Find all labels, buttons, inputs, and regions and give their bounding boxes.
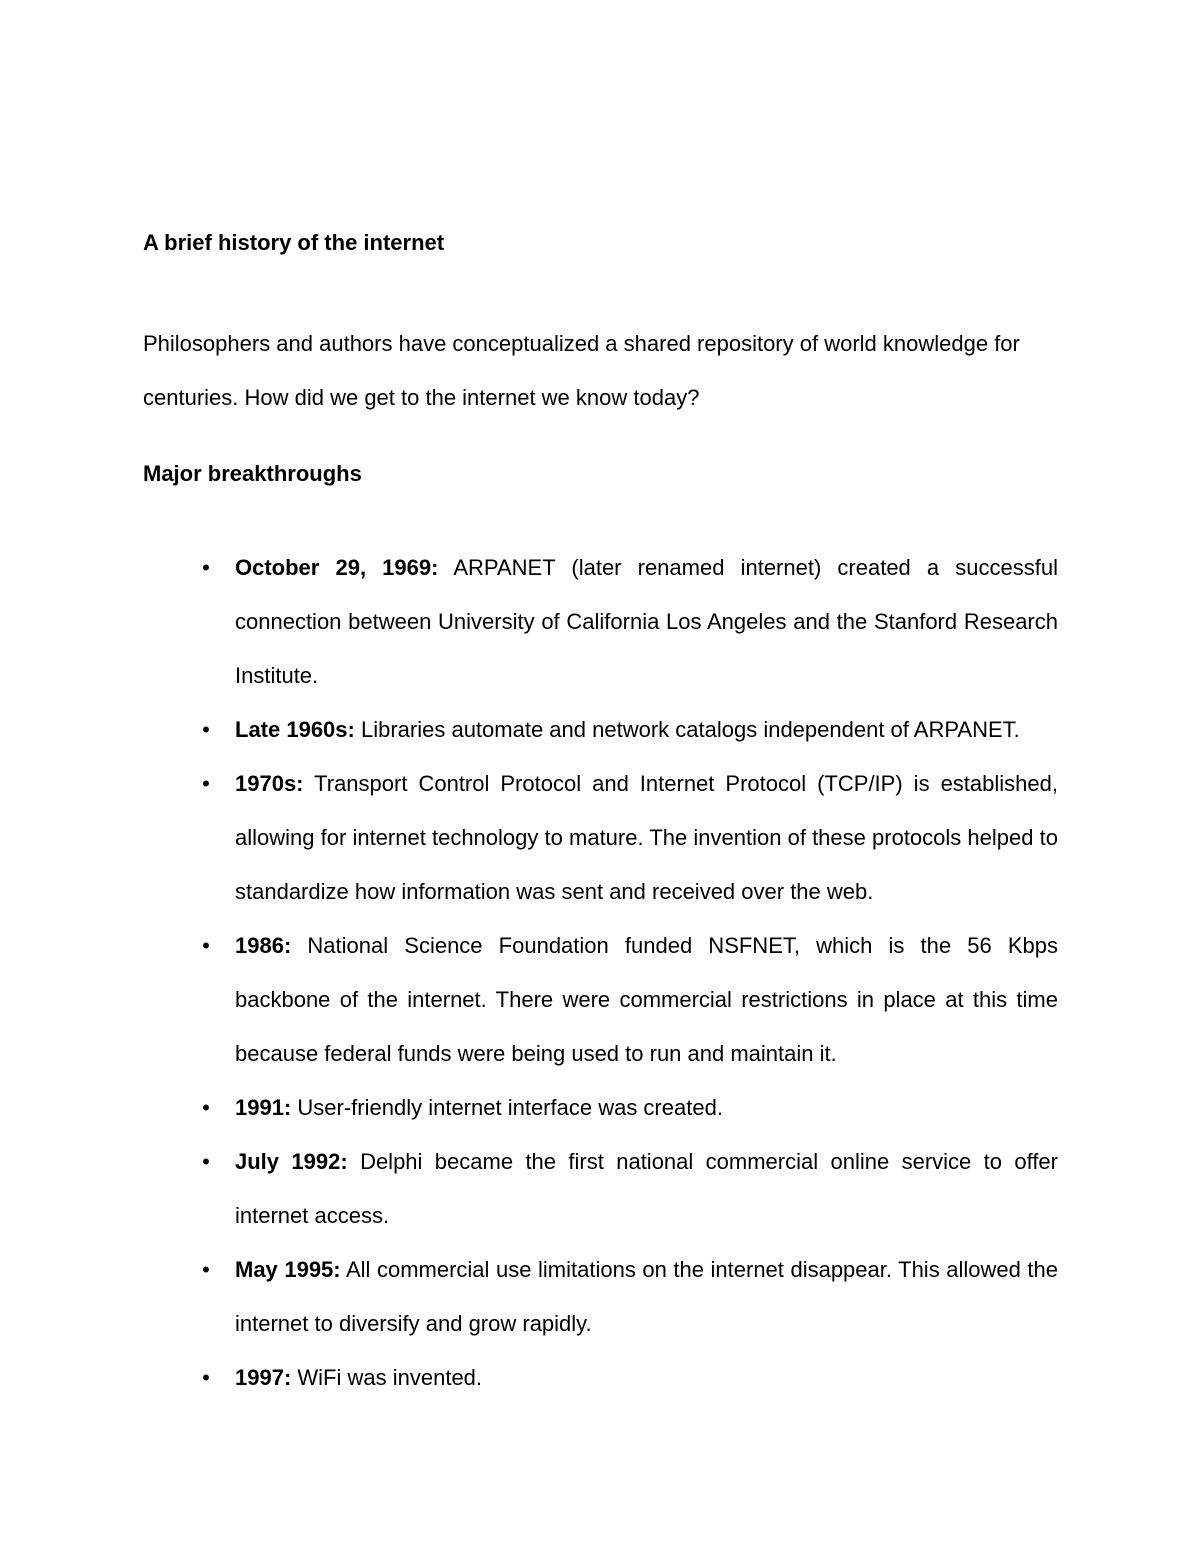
- bullet-icon: •: [202, 933, 210, 958]
- list-item: [143, 1081, 1058, 1135]
- list-item: [143, 1351, 1058, 1405]
- list-item: [143, 919, 1058, 1081]
- list-item: [143, 703, 1058, 757]
- document-title: A brief history of the internet: [143, 230, 445, 255]
- section-heading: Major breakthroughs: [143, 461, 362, 486]
- item-text: User-friendly internet interface was created.: [297, 1095, 723, 1120]
- item-date-label: 1970s:: [235, 771, 304, 796]
- item-text: National Science Foundation funded NSFNET, which is the 56 Kbps backbone of the internet. There were commercial restrictions in place at this time because federal funds were being used to run and maintain it.: [235, 933, 1058, 1066]
- item-date-label: 1997:: [235, 1365, 292, 1390]
- bullet-icon: •: [202, 717, 210, 742]
- item-date-label: 1991:: [235, 1095, 292, 1120]
- intro-paragraph: Philosophers and authors have conceptualized a shared repository of world knowledge for centuries. How did we get to the internet we know today?: [143, 331, 1020, 410]
- bullet-icon: •: [202, 1257, 210, 1282]
- bullet-icon: •: [202, 771, 210, 796]
- item-date-label: October 29, 1969:: [235, 555, 439, 580]
- item-text: Transport Control Protocol and Internet Protocol (TCP/IP) is established, allowing for internet technology to mature. The invention of these protocols helped to standardize how information was sent and received over the web.: [235, 771, 1058, 904]
- bullet-icon: •: [202, 555, 210, 580]
- item-date-label: 1986:: [235, 933, 292, 958]
- breakthroughs-list: [143, 541, 1058, 1405]
- item-text: All commercial use limitations on the internet disappear. This allowed the internet to diversify and grow rapidly.: [235, 1257, 1058, 1336]
- item-date-label: May 1995:: [235, 1257, 341, 1282]
- list-item: [143, 1243, 1058, 1351]
- bullet-icon: •: [202, 1095, 210, 1120]
- list-item: [143, 541, 1058, 703]
- bullet-icon: •: [202, 1149, 210, 1174]
- item-text: Libraries automate and network catalogs independent of ARPANET.: [360, 717, 1020, 742]
- bullet-icon: •: [202, 1365, 210, 1390]
- item-date-label: July 1992:: [235, 1149, 348, 1174]
- item-date-label: Late 1960s:: [235, 717, 355, 742]
- item-text: Delphi became the first national commercial online service to offer internet access.: [235, 1149, 1058, 1228]
- list-item: [143, 757, 1058, 919]
- item-text: ARPANET (later renamed internet) created a successful connection between University of California Los Angeles and the Stanford Research Institute.: [235, 555, 1058, 688]
- item-text: WiFi was invented.: [297, 1365, 483, 1390]
- list-item: [143, 1135, 1058, 1243]
- document-page: [143, 227, 1058, 1405]
